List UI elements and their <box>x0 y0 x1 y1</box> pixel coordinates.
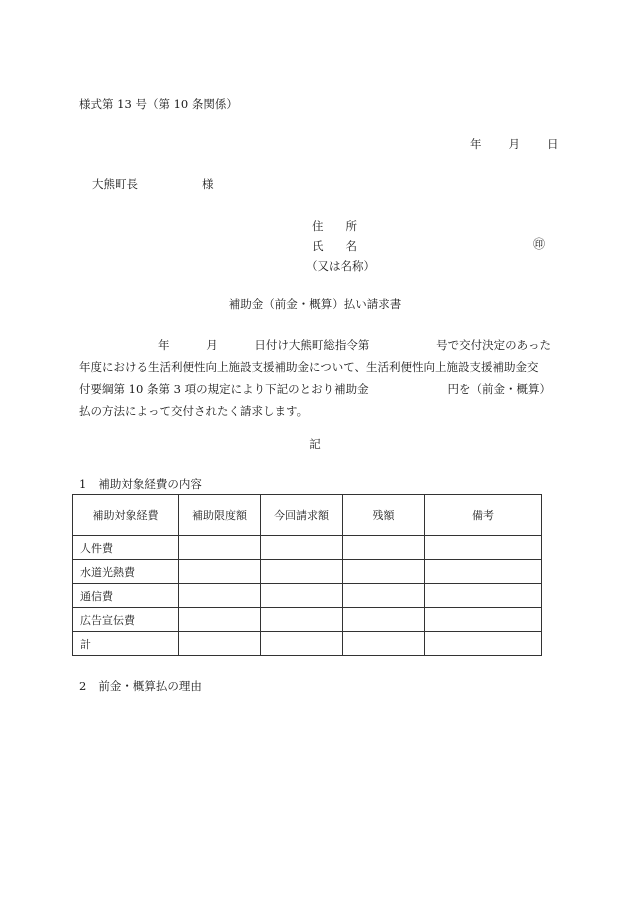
seal-mark: ㊞ <box>533 237 546 251</box>
table-row <box>73 632 542 656</box>
alt-name-label: （又は名称） <box>306 259 375 273</box>
cell <box>343 536 425 560</box>
request-body: 年 月 日付け大熊町総指令第 号で交付決定のあった 年度における生活利便性向上施設支援補助金について、生活利便性向上施設支援補助金交 付要綱第 10 条第 3 項の規定により下記のとおり補助金 円を（前金・概算） 払の方法によって交付されたく請求します。 <box>79 338 551 418</box>
row-label: 計 <box>73 632 179 656</box>
header-cell: 今回請求額 <box>261 495 343 536</box>
table-row <box>73 608 542 632</box>
table-row <box>73 536 542 560</box>
cell <box>179 584 261 608</box>
cell <box>343 632 425 656</box>
header-cell: 残額 <box>343 495 425 536</box>
table-row <box>73 584 542 608</box>
header-cell: 補助限度額 <box>179 495 261 536</box>
cell <box>343 608 425 632</box>
table-row <box>73 560 542 584</box>
cell <box>425 632 542 656</box>
expense-table <box>72 494 542 656</box>
ki-heading: 記 <box>309 437 321 451</box>
addressee-honorific: 様 <box>202 177 214 191</box>
date-month: 月 <box>508 137 520 151</box>
cell <box>261 608 343 632</box>
table-header-row <box>73 495 542 536</box>
date-day: 日 <box>547 137 559 151</box>
header-cell: 補助対象経費 <box>73 495 179 536</box>
cell <box>179 536 261 560</box>
header-cell: 備考 <box>425 495 542 536</box>
cell <box>425 608 542 632</box>
cell <box>425 536 542 560</box>
cell <box>261 584 343 608</box>
document-title: 補助金（前金・概算）払い請求書 <box>228 297 402 311</box>
cell <box>425 584 542 608</box>
address-label: 住 所 <box>312 219 357 233</box>
cell <box>343 584 425 608</box>
cell <box>179 608 261 632</box>
section-1-heading: 1 補助対象経費の内容 <box>79 477 202 491</box>
cell <box>343 560 425 584</box>
form-number: 様式第 13 号（第 10 条関係） <box>79 97 238 111</box>
cell <box>261 536 343 560</box>
cell <box>179 560 261 584</box>
date-year: 年 <box>470 137 482 151</box>
section-2-heading: 2 前金・概算払の理由 <box>79 679 202 693</box>
cell <box>179 632 261 656</box>
addressee <box>92 176 214 192</box>
cell <box>261 560 343 584</box>
row-label: 広告宣伝費 <box>73 608 179 632</box>
cell <box>425 560 542 584</box>
name-label: 氏 名 <box>312 239 357 253</box>
row-label: 通信費 <box>73 584 179 608</box>
row-label: 人件費 <box>73 536 179 560</box>
row-label: 水道光熱費 <box>73 560 179 584</box>
date-line <box>470 136 559 152</box>
addressee-name: 大熊町長 <box>92 177 138 191</box>
cell <box>261 632 343 656</box>
